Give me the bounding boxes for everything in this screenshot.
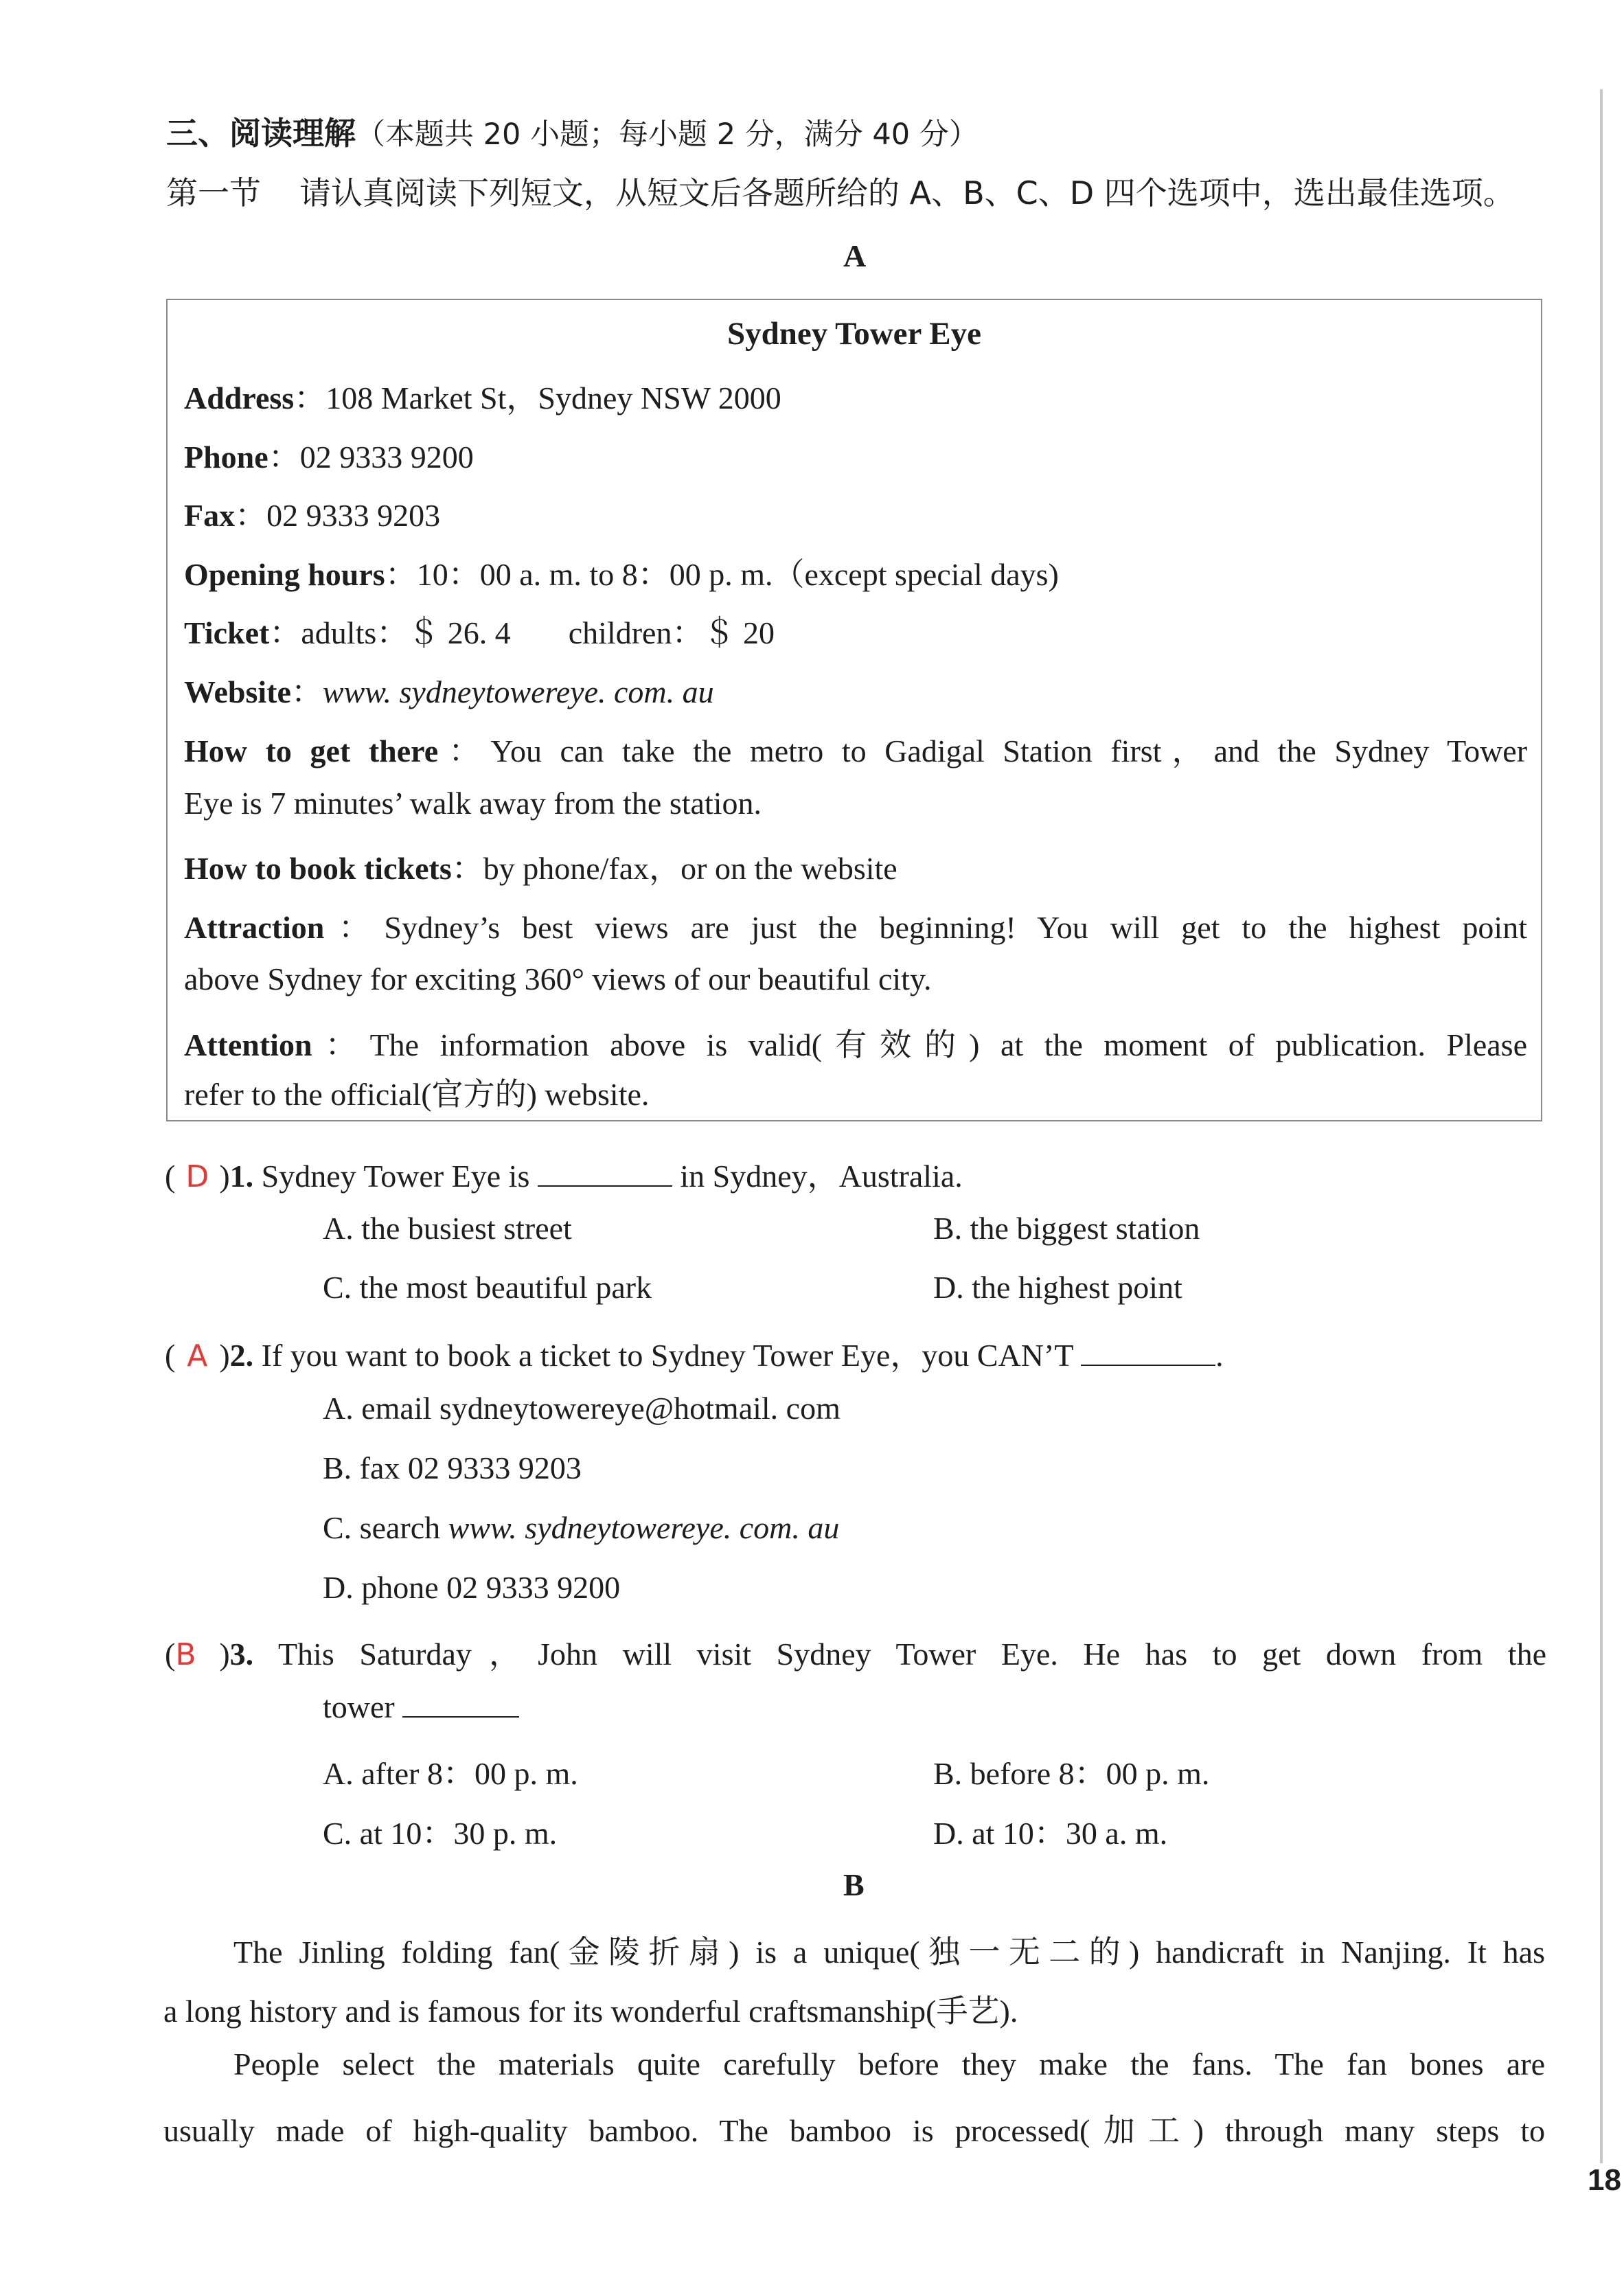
section-note: （本题共 20 小题；每小题 2 分，满分 40 分） bbox=[356, 117, 979, 152]
ticket-line: Ticket：adults：＄ 26. 4 children：＄ 20 bbox=[184, 615, 775, 650]
question-2-stem: If you want to book a ticket to Sydney Tower Eye，you CAN’T bbox=[261, 1338, 1073, 1373]
q2-option-c-text: C. search bbox=[323, 1510, 441, 1545]
q3-option-c: C. at 10：30 p. m. bbox=[323, 1816, 558, 1851]
question-3: (B )3. This Saturday，John will visit Sydney Tower Eye. He has to get down from the bbox=[165, 1637, 1547, 1672]
address-label: Address bbox=[184, 380, 295, 415]
q2-option-c-link: www. sydneytowereye. com. au bbox=[448, 1510, 840, 1545]
question-2: ( A )2. If you want to book a ticket to Sydney Tower Eye，you CAN’T . bbox=[165, 1338, 1224, 1373]
attention-line-1: Attention：The information above is valid(有效的) at the moment of publication. Please bbox=[184, 1027, 1528, 1062]
phone-value: 02 9333 9200 bbox=[299, 440, 474, 475]
answer-2: A bbox=[187, 1338, 208, 1373]
hours-line: Opening hours：10：00 a. m. to 8：00 p. m.（except special days) bbox=[184, 557, 1059, 592]
question-2-number: 2. bbox=[229, 1338, 254, 1373]
instruction-tag: 第一节 bbox=[166, 174, 261, 212]
info-box-title: Sydney Tower Eye bbox=[727, 316, 981, 352]
getthere-line-1: How to get there：You can take the metro to Gadigal Station first，and the Sydney Tower bbox=[184, 733, 1528, 768]
q2-option-c bbox=[323, 1509, 839, 1546]
question-1-stem-end: in Sydney，Australia. bbox=[680, 1159, 963, 1194]
attention-text-1: The information above is valid(有效的) at the moment of publication. Please bbox=[369, 1027, 1528, 1062]
getthere-line-2: Eye is 7 minutes’ walk away from the station. bbox=[184, 786, 762, 821]
q1-option-c: C. the most beautiful park bbox=[323, 1270, 652, 1305]
passage-b-paragraph-1-line-1: The Jinling folding fan(金陵折扇) is a unique(独一无二的) handicraft in Nanjing. It has bbox=[233, 1935, 1545, 1970]
question-3-stem-2: tower bbox=[323, 1689, 395, 1724]
attraction-line-2: above Sydney for exciting 360° views of our beautiful city. bbox=[184, 961, 932, 996]
section-title: 三、阅读理解 bbox=[166, 115, 356, 152]
book-line: How to book tickets：by phone/fax，or on the website bbox=[184, 851, 897, 886]
address-value: 108 Market St，Sydney NSW 2000 bbox=[325, 380, 781, 415]
answer-blank bbox=[538, 1158, 672, 1187]
question-1-stem: Sydney Tower Eye is bbox=[261, 1159, 530, 1194]
getthere-text-1: You can take the metro to Gadigal Station first，and the Sydney Tower bbox=[490, 733, 1528, 768]
attraction-text-1: Sydney’s best views are just the beginning! You will get to the highest point bbox=[384, 910, 1527, 945]
phone-label: Phone bbox=[184, 440, 268, 475]
website-link[interactable]: www. sydneytowereye. com. au bbox=[322, 674, 714, 709]
q3-option-d: D. at 10：30 a. m. bbox=[933, 1816, 1168, 1851]
q2-option-d: D. phone 02 9333 9200 bbox=[323, 1570, 621, 1605]
instruction bbox=[166, 168, 1515, 214]
page-number: 18 bbox=[1588, 2163, 1621, 2197]
answer-1: D bbox=[185, 1159, 209, 1194]
book-label: How to book tickets bbox=[184, 851, 452, 886]
fax-line: Fax：02 9333 9203 bbox=[184, 498, 441, 533]
passage-b-paragraph-1-line-2: a long history and is famous for its wonderful craftsmanship(手艺). bbox=[163, 1994, 1018, 2029]
fax-label: Fax bbox=[184, 498, 236, 533]
margin-rule bbox=[1600, 89, 1603, 2163]
info-box bbox=[166, 299, 1542, 1121]
answer-blank bbox=[402, 1689, 519, 1718]
website-label: Website bbox=[184, 674, 291, 709]
phone-line: Phone：02 9333 9200 bbox=[184, 440, 474, 475]
q2-option-b: B. fax 02 9333 9203 bbox=[323, 1450, 582, 1485]
hours-label: Opening hours bbox=[184, 557, 385, 592]
passage-b-paragraph-2-line-2: usually made of high-quality bamboo. The bamboo is processed(加工) through many steps to bbox=[163, 2113, 1545, 2148]
hours-value: 10：00 a. m. to 8：00 p. m.（except special days) bbox=[416, 557, 1059, 592]
address-line: Address：108 Market St，Sydney NSW 2000 bbox=[184, 380, 781, 415]
question-3-stem-1: This Saturday，John will visit Sydney Tower Eye. He has to get down from the bbox=[277, 1637, 1547, 1672]
instruction-text: 请认真阅读下列短文，从短文后各题所给的 A、B、C、D 四个选项中，选出最佳选项。 bbox=[299, 174, 1515, 212]
attraction-line-1: Attraction：Sydney’s best views are just the beginning! You will get to the highest point bbox=[184, 910, 1527, 945]
website-line: Website：www. sydneytowereye. com. au bbox=[184, 674, 714, 709]
section-header bbox=[166, 109, 979, 154]
q1-option-a: A. the busiest street bbox=[323, 1211, 572, 1246]
passage-b-paragraph-2-line-1: People select the materials quite carefully before they make the fans. The fan bones are bbox=[233, 2047, 1545, 2082]
question-1: ( D )1. Sydney Tower Eye is in Sydney，Australia. bbox=[165, 1159, 963, 1194]
ticket-adults: adults：＄ 26. 4 bbox=[301, 615, 511, 650]
passage-b-letter: B bbox=[843, 1867, 865, 1902]
question-1-number: 1. bbox=[229, 1159, 254, 1194]
question-3-line-2 bbox=[323, 1689, 519, 1725]
ticket-label: Ticket bbox=[184, 615, 270, 650]
q3-option-a: A. after 8：00 p. m. bbox=[323, 1756, 578, 1791]
answer-blank bbox=[1081, 1337, 1215, 1366]
attention-label: Attention bbox=[184, 1027, 312, 1062]
q3-option-b: B. before 8：00 p. m. bbox=[933, 1756, 1210, 1791]
question-2-stem-end: . bbox=[1215, 1338, 1224, 1373]
ticket-children: children：＄ 20 bbox=[568, 615, 775, 650]
attention-line-2: refer to the official(官方的) website. bbox=[184, 1077, 650, 1112]
q1-option-b: B. the biggest station bbox=[933, 1211, 1200, 1246]
passage-a-letter: A bbox=[843, 238, 867, 273]
answer-3: B bbox=[175, 1637, 196, 1672]
q2-option-a: A. email sydneytowereye@hotmail. com bbox=[323, 1391, 840, 1426]
q1-option-d: D. the highest point bbox=[933, 1270, 1182, 1305]
fax-value: 02 9333 9203 bbox=[266, 498, 441, 533]
getthere-label: How to get there bbox=[184, 733, 439, 768]
book-value: by phone/fax，or on the website bbox=[483, 851, 897, 886]
attraction-label: Attraction bbox=[184, 910, 325, 945]
question-3-number: 3. bbox=[229, 1637, 254, 1672]
